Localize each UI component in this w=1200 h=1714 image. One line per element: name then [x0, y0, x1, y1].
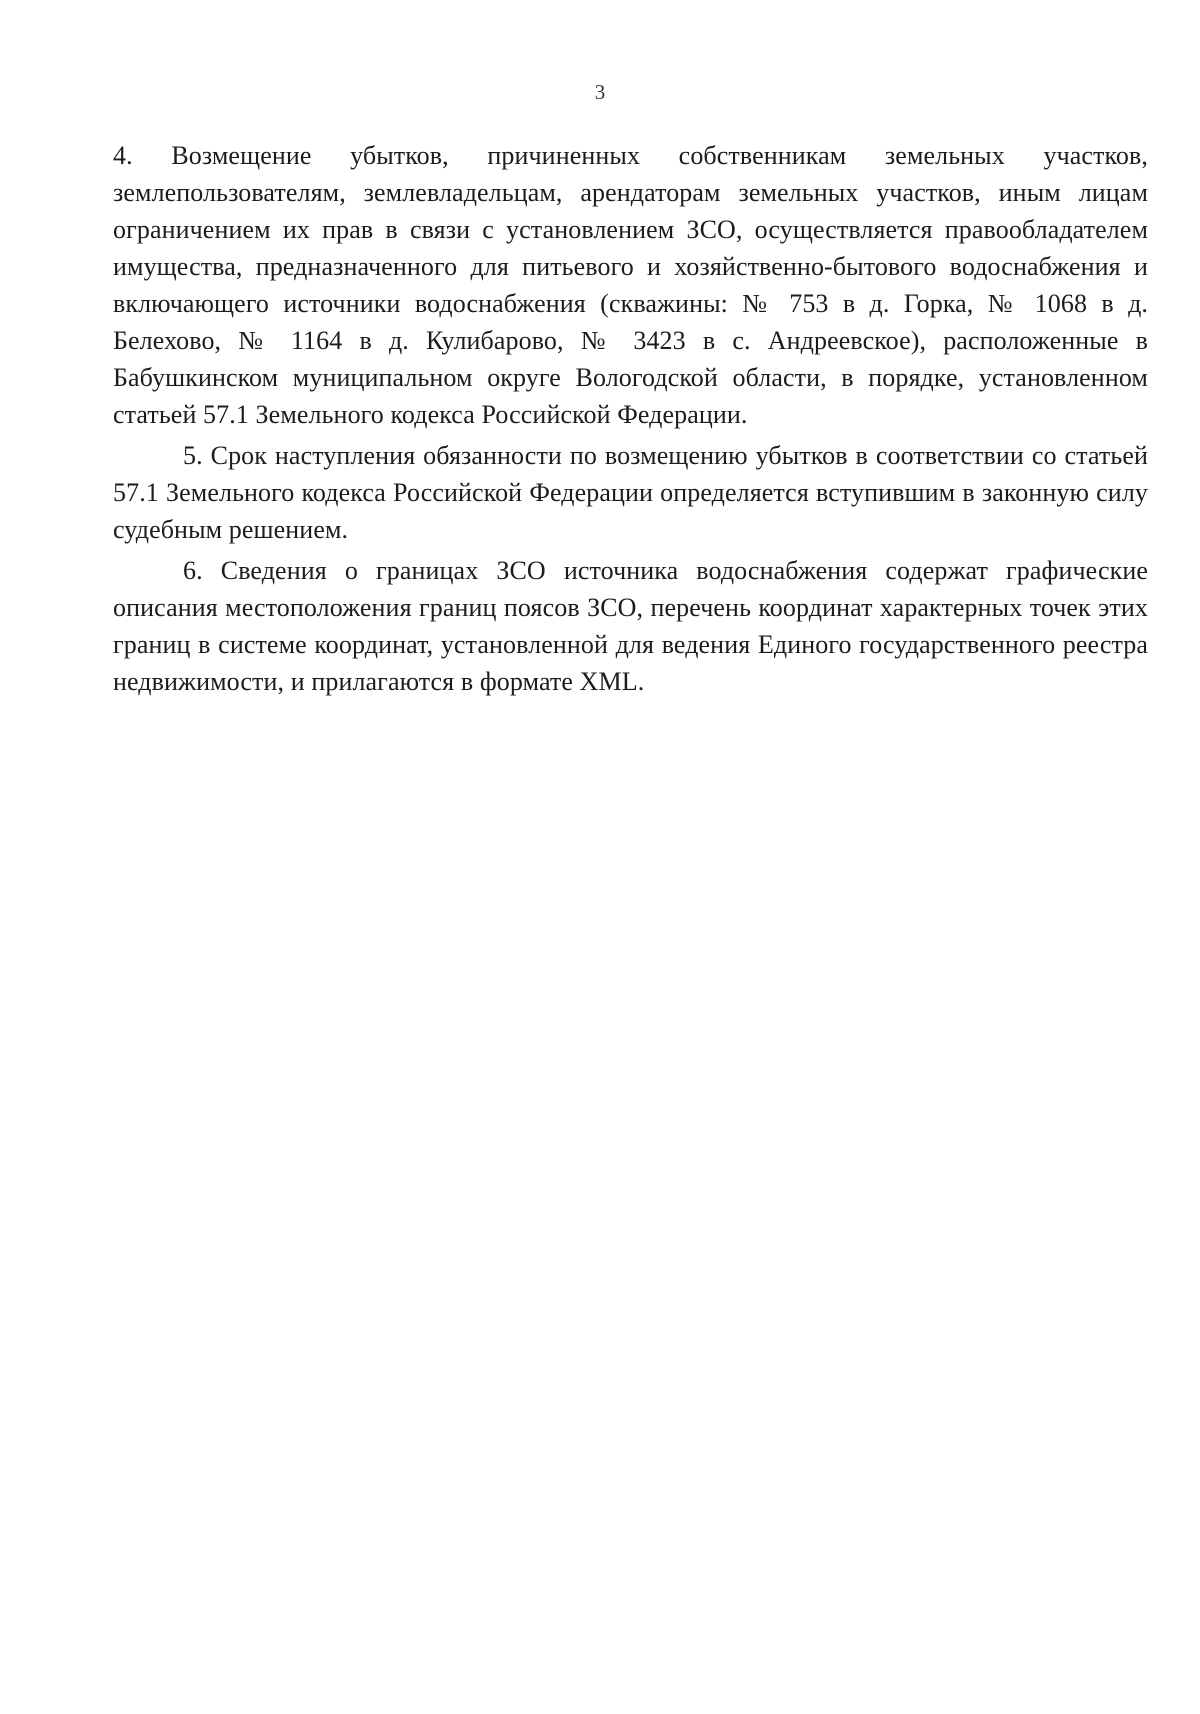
paragraph-4: 4. Возмещение убытков, причиненных собственникам земельных участков, землепользователям, землевладельцам, арендаторам земельных участков, иным лицам ограничением их прав в связи с установлением ЗСО, осуществляется правообладателем имущества, предназначенного для питьевого и хозяйственно-бытового водоснабжения и включающего источники водоснабжения (скважины: № 753 в д. Горка, № 1068 в д. Белехово, № 1164 в д. Кулибарово, № 3423 в с. Андреевское), расположенные в Бабушкинском муниципальном округе Вологодской области, в порядке, установленном статьей 57.1 Земельного кодекса Российской Федерации. — [113, 141, 1148, 429]
paragraph-6: 6. Сведения о границах ЗСО источника водоснабжения содержат графические описания местоположения границ поясов ЗСО, перечень координат характерных точек этих границ в системе координат, установленной для ведения Единого государственного реестра недвижимости, и прилагаются в формате XML. — [113, 556, 1148, 696]
document-body — [113, 137, 1148, 704]
page-number: 3 — [594, 80, 606, 104]
paragraph-5: 5. Срок наступления обязанности по возмещению убытков в соответствии со статьей 57.1 Земельного кодекса Российской Федерации определяется вступившим в законную силу судебным решением. — [113, 441, 1148, 544]
